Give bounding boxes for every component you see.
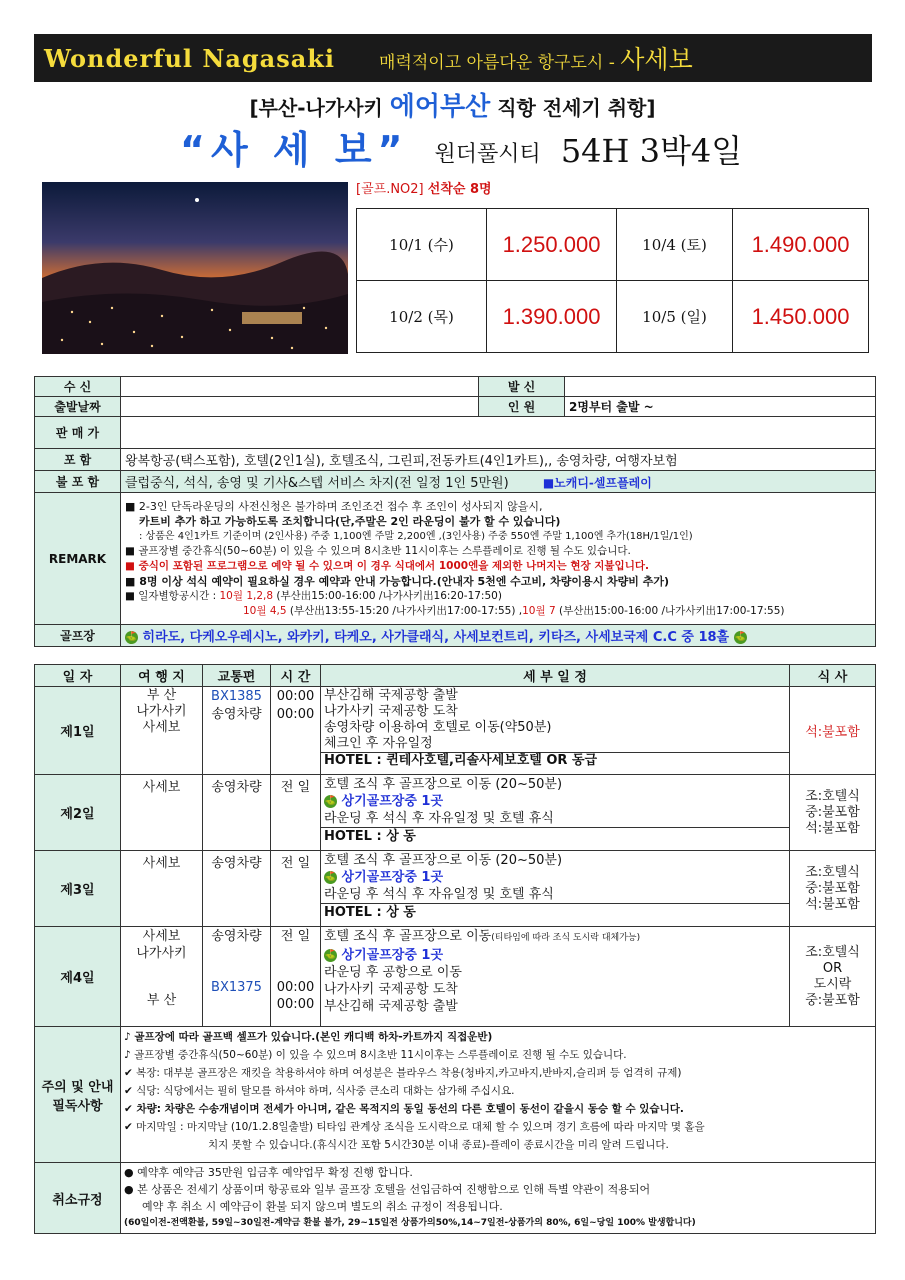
people-value: 2명부터 출발 ~	[565, 397, 876, 417]
no-caddie-note: ■노캐디-셀프플레이	[542, 476, 652, 490]
include-label: 포 함	[35, 449, 121, 471]
col-header: 시 간	[271, 665, 321, 687]
col-header: 일 자	[35, 665, 121, 687]
seller-label: 판 매 가	[35, 417, 121, 449]
departure-date: 10/2 (목)	[357, 281, 487, 353]
day-row: 제3일 사세보 송영차량 전 일 호텔 조식 후 골프장으로 이동 (20~50분) ⛳ 상기골프장중 1곳 라운딩 후 석식 후 자유일정 및 호텔 휴식 HOTEL : 상 동 조:호텔식 중:불포함 석:불포함	[35, 851, 876, 927]
meal-info: 석:불포함	[790, 687, 876, 775]
golf-icon: ⛳	[324, 796, 337, 806]
golf-icon: ⛳	[324, 872, 337, 882]
golf-icon: ⛳	[734, 632, 746, 642]
golf-icon: ⛳	[125, 632, 138, 642]
exclude-value: 클럽중식, 석식, 송영 및 기사&스텝 서비스 차지(전 일정 1인 5만원)	[125, 476, 509, 491]
day-label: 제3일	[35, 851, 121, 927]
seller-field[interactable]	[121, 417, 876, 449]
departure-date: 10/5 (일)	[617, 281, 733, 353]
sender-field[interactable]	[565, 377, 876, 397]
charter-subtitle: [부산-나가사키 에어부산 직항 전세기 취항]	[249, 92, 656, 122]
price-value: 1.250.000	[487, 209, 617, 281]
sender-label: 발 신	[479, 377, 565, 397]
order-info-table	[34, 376, 876, 647]
seat-limit: 선착순 8명	[427, 182, 492, 197]
golf-course-list: 히라도, 다케오우레시노, 와카키, 타케오, 사가클래식, 사세보컨트리, 키타즈, 사세보국제 C.C 중 18홀	[142, 630, 730, 645]
price-row	[357, 209, 869, 281]
meal-info: 조:호텔식 중:불포함 석:불포함	[790, 775, 876, 851]
people-label: 인 원	[479, 397, 565, 417]
recipient-field[interactable]	[121, 377, 479, 397]
price-row	[357, 281, 869, 353]
price-value: 1.390.000	[487, 281, 617, 353]
departure-date: 10/1 (수)	[357, 209, 487, 281]
headline	[180, 124, 880, 174]
cancel-row	[35, 1163, 876, 1234]
cancel-list: ● 예약후 예약금 35만원 입금후 예약업무 확정 진행 합니다. ● 본 상품은 전세기 상품이며 항공료와 일부 골프장 호텔을 선입금하여 진행함으로 인해 특별 약관이 적용되어 예약 후 취소 시 예약금이 환불 되지 않으며 별도의 취소 규정이 적용됩니다. (60일이전-전액환불, 59일~30일전-계약금 환불 불가, 29~15일전 상품가의50%,14~7일전-상품가의 80%, 6일~당일 100% 발생합니다)	[121, 1163, 876, 1234]
col-header: 교통편	[203, 665, 271, 687]
day-label: 제1일	[35, 687, 121, 775]
cancel-label: 취소규정	[35, 1163, 121, 1234]
product-code: [골프.NO2]	[356, 182, 424, 197]
banner-korean-title: 매력적이고 아름다운 항구도시 - 사세보	[379, 45, 693, 74]
remark-list: ■ 2-3인 단독라운딩의 사전신청은 불가하며 조인조건 접수 후 조인이 성사되지 않을시, 카트비 추가 하고 가능하도록 조치합니다(단,주말은 2인 라운딩이 불가 할 수 있습니다) : 상품은 4인1카트 기준이며 (2인사용) 주중 1,100엔 주말 2,200엔 ,(3인사용) 주중 550엔 주말 1,100엔 추가(18H/1일/1인) ■ 골프장별 중간휴식(50~60분) 이 있을 수 있으며 8시초반 11시이후는 스루플레이로 진행 될 수도 있습니다. ■ 중식이 포함된 프로그램으로 예약 될 수 있으며 이 경우 식대에서 1000엔을 제외한 나머지는 현장 지불입니다. ■ 8명 이상 석식 예약이 필요하실 경우 예약과 안내 가능합니다.(안내자 5천엔 수고비, 차량이용시 차량비 추가) ■ 일자별항공시간 : 10월 1,2,8 (부산出15:00-16:00 /나가사키出16:20-17:50) 10월 4,5 (부산出13:55-15:20 /나가사키出17:00-17:55) ,10월 7 (부산出15:00-16:00 /나가사키出17:00-17:55)	[121, 493, 876, 625]
remark-label: REMARK	[35, 493, 121, 625]
sasebo-night-photo	[42, 182, 348, 354]
col-header: 여 행 지	[121, 665, 203, 687]
departure-date: 10/4 (토)	[617, 209, 733, 281]
itinerary-table	[34, 664, 876, 1234]
golf-course-label: 골프장	[35, 625, 121, 647]
hotel-line: HOTEL : 상 동	[321, 827, 789, 845]
meal-info: 조:호텔식 OR 도시락 중:불포함	[790, 927, 876, 1027]
day-row: 제2일 사세보 송영차량 전 일 호텔 조식 후 골프장으로 이동 (20~50분) ⛳ 상기골프장중 1곳 라운딩 후 석식 후 자유일정 및 호텔 휴식 HOTEL : 상 동 조:호텔식 중:불포함 석:불포함	[35, 775, 876, 851]
notice-label: 주의 및 안내 필독사항	[35, 1027, 121, 1163]
hotel-line: HOTEL : 상 동	[321, 903, 789, 921]
col-header: 세 부 일 정	[321, 665, 790, 687]
exclude-label: 불 포 함	[35, 471, 121, 493]
day-row: 제4일 사세보 나가사키 부 산 송영차량 BX1375 전 일 00:00 00:00 호텔 조식 후 골프장으로 이동(티타임에 따라 조식 도시락 대체가능) ⛳ 상기골프장중 1곳 라운딩 후 공항으로 이동 나가사키 국제공항 도착 부산김해 국제공항 출발 조:호텔식 OR 도시락 중:불포함	[35, 927, 876, 1027]
hotel-line: HOTEL : 퀸테사호텔,리솔사세보호텔 OR 동급	[321, 752, 789, 769]
day-row: 제1일 부 산 나가사키 사세보 BX1385 송영차량 00:00 00:00 부산김해 국제공항 출발 나가사키 국제공항 도착 송영차량 이용하여 호텔로 이동(약50분) 체크인 후 자유일정 HOTEL : 퀸테사호텔,리솔사세보호텔 OR 동급 석:불포함	[35, 687, 876, 775]
airline-name: 에어부산	[389, 92, 491, 122]
col-header: 식 사	[790, 665, 876, 687]
day-label: 제2일	[35, 775, 121, 851]
notice-list: ♪ 골프장에 따라 골프백 셀프가 있습니다.(본인 캐디백 하차-카트까지 직접운반) ♪ 골프장별 중간휴식(50~60분) 이 있을 수 있으며 8시초반 11시이후는 스루플레이로 진행 될 수도 있습니다. ✔ 복장: 대부분 골프장은 재킷을 착용하셔야 하며 여성분은 블라우스 착용(청바지,카고바지,반바지,슬리퍼 등 엄격히 규제) ✔ 식당: 식당에서는 필히 탈모를 하셔야 하며, 식사중 큰소리 대화는 삼가해 주십시요. ✔ 차량: 차량은 수송개념이며 전세가 아니며, 같은 목적지의 동일 동선의 다른 호텔이 동선이 같을시 동승 할 수 있습니다. ✔ 마지막일 : 마지막날 (10/1.2.8일출발) 티타임 관계상 조식을 도시락으로 대체 할 수 있으며 경기 흐름에 따라 마지막 몇 홀을 치지 못할 수 있습니다.(휴식시간 포함 5시간30분 이내 종료)-플레이 종료시간을 미리 알려 드립니다.	[121, 1027, 876, 1163]
price-table	[356, 208, 869, 353]
recipient-label: 수 신	[35, 377, 121, 397]
golf-icon: ⛳	[324, 950, 337, 960]
price-value: 1.490.000	[733, 209, 869, 281]
day-label: 제4일	[35, 927, 121, 1027]
departure-date-field[interactable]	[121, 397, 479, 417]
headline-tagline: 원더풀시티	[434, 142, 541, 167]
notice-row	[35, 1027, 876, 1163]
product-code-line	[356, 178, 492, 197]
include-value: 왕복항공(택스포함), 호텔(2인1실), 호텔조식, 그린피,전동카트(4인1카트),, 송영차량, 여행자보험	[121, 449, 876, 471]
departure-date-label: 출발날짜	[35, 397, 121, 417]
headline-duration: 54H 3박4일	[560, 132, 743, 170]
headline-city: “사 세 보”	[180, 128, 409, 172]
banner-english-title: Wonderful Nagasaki	[44, 43, 336, 73]
meal-info: 조:호텔식 중:불포함 석:불포함	[790, 851, 876, 927]
price-value: 1.450.000	[733, 281, 869, 353]
title-banner	[34, 34, 872, 82]
